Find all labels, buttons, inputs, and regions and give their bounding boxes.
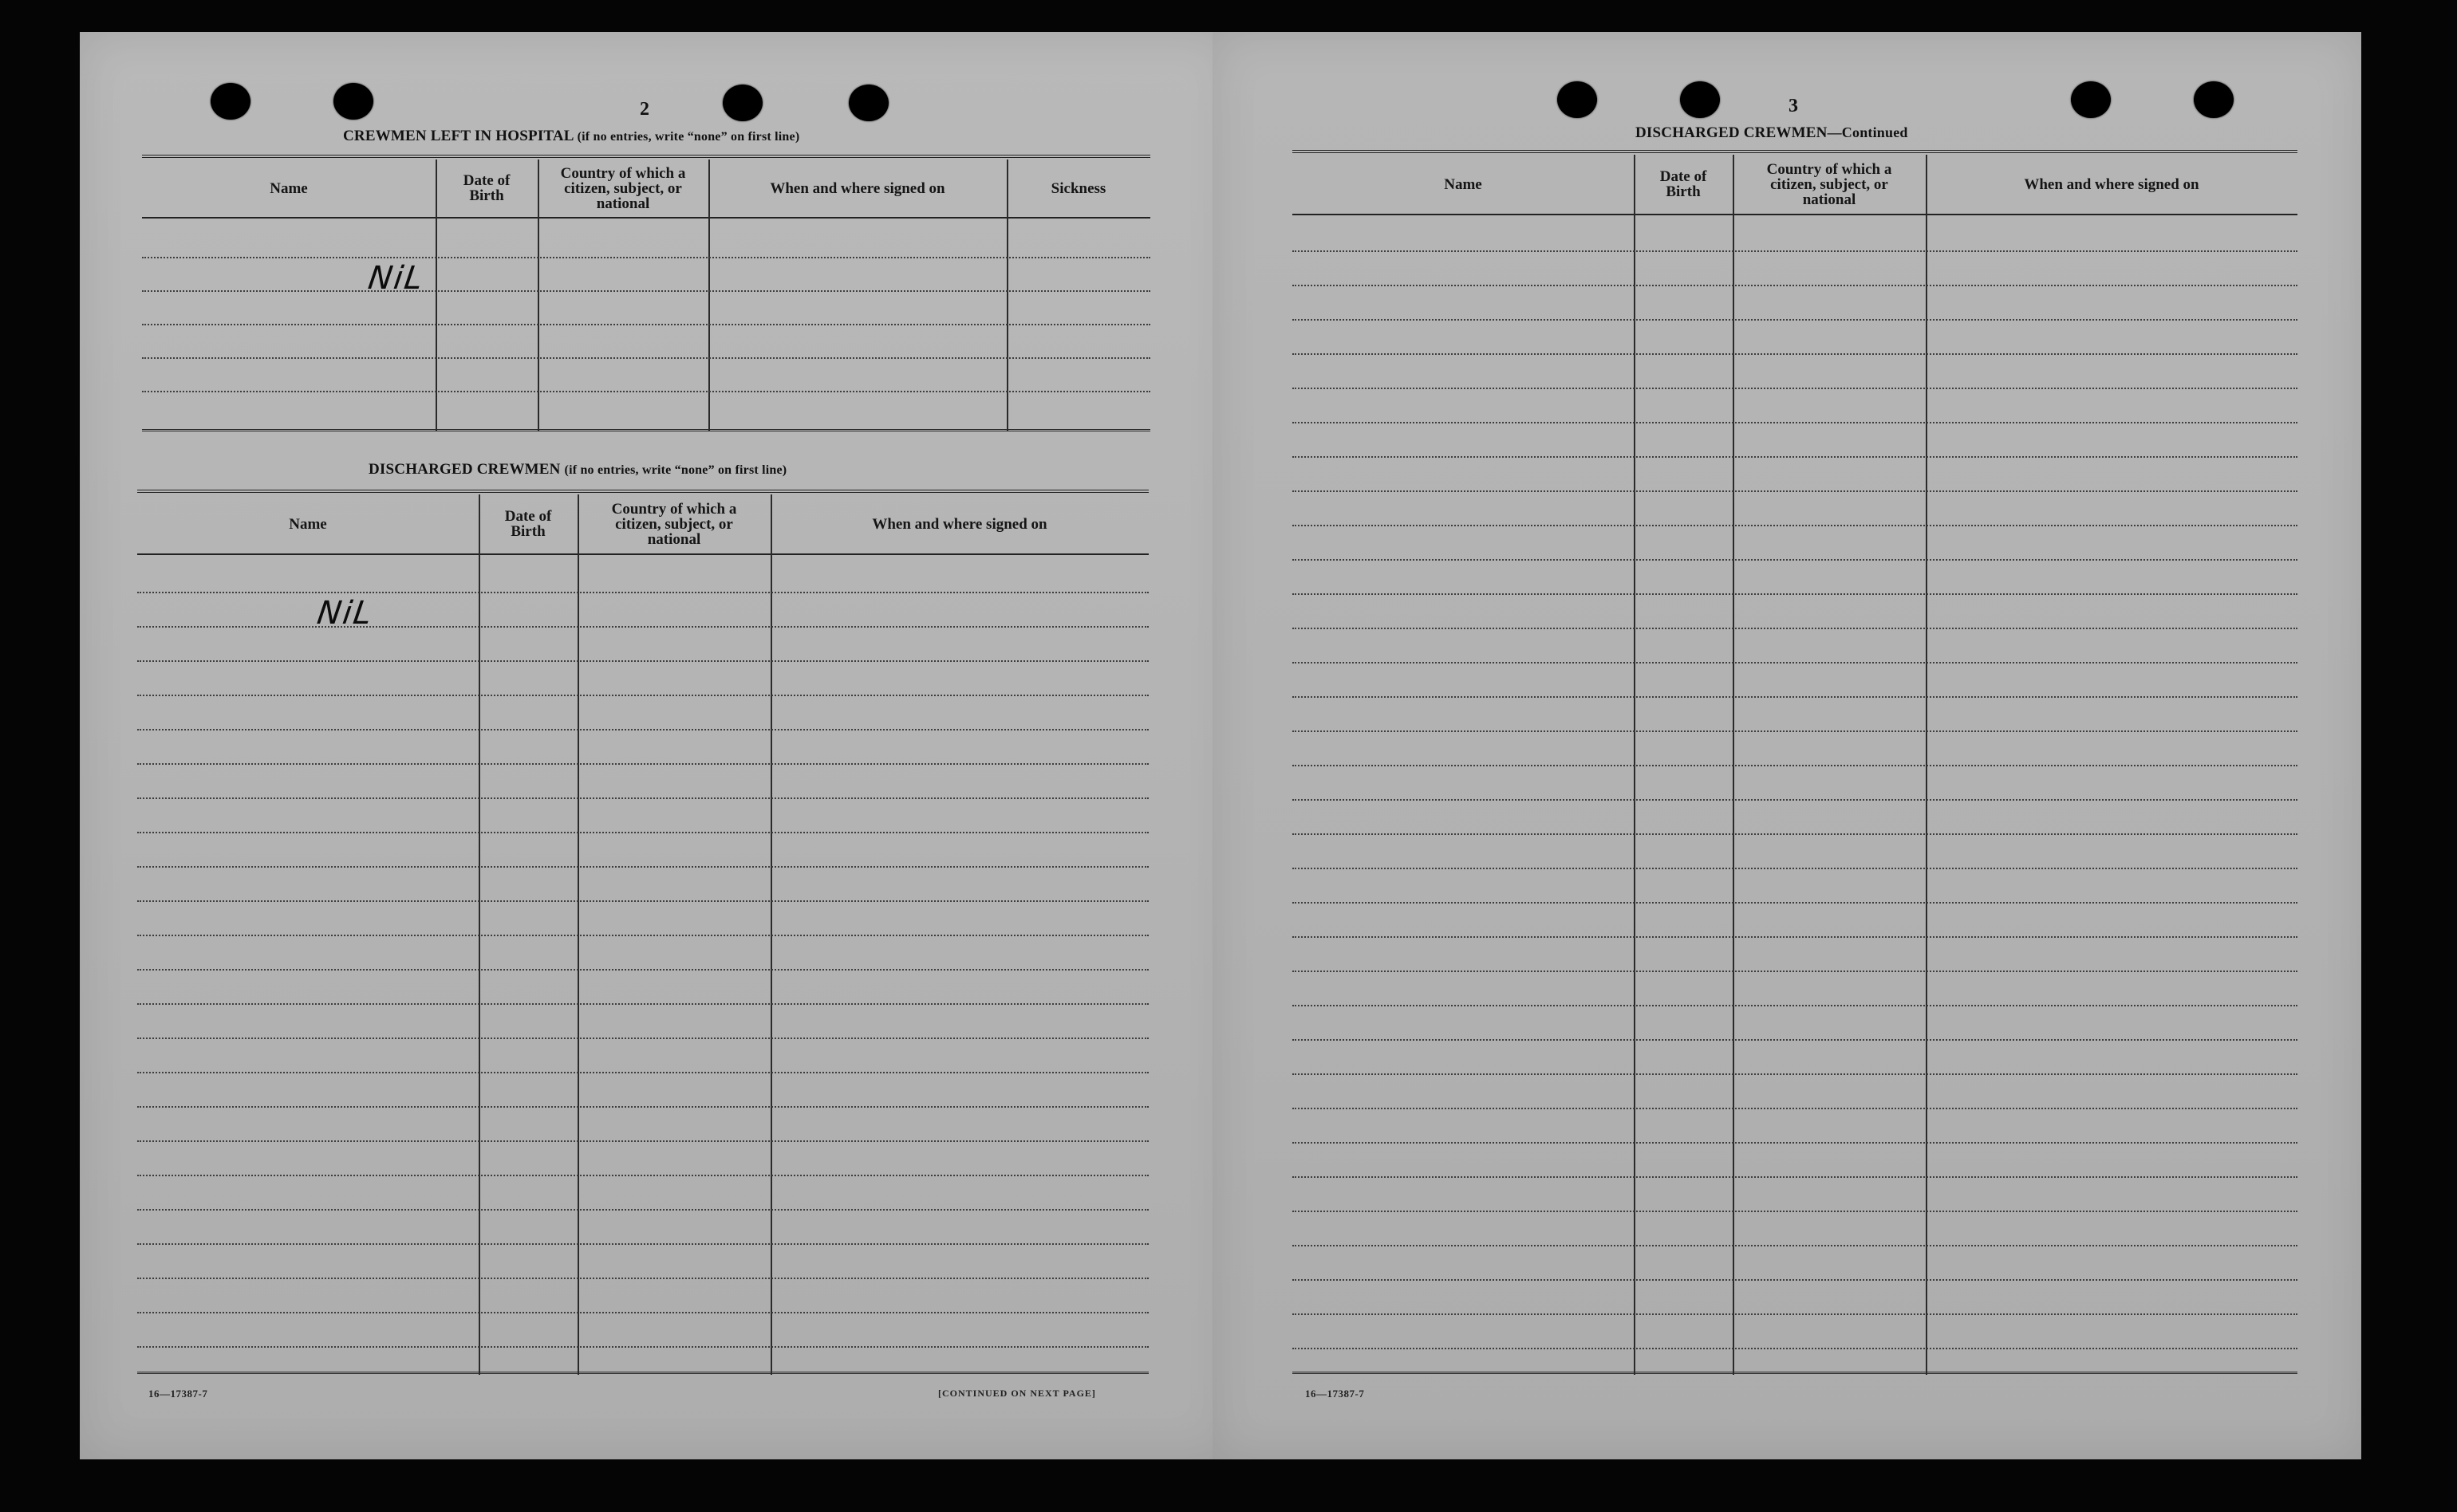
page-number-right: 3	[1789, 96, 1798, 116]
ruling-line	[137, 935, 1149, 936]
ruling-line	[137, 729, 1149, 730]
page-number-left: 2	[640, 99, 649, 120]
ruling-line	[1292, 1073, 2297, 1075]
ruling-line	[137, 1346, 1149, 1348]
column-header-date-of-birth: Date of Birth	[463, 172, 511, 204]
ruling-line	[137, 763, 1149, 765]
ruling-line	[137, 1038, 1149, 1039]
ruling-line	[1292, 902, 2297, 904]
column-header-name: Name	[289, 515, 327, 533]
discharged-continued-title	[1635, 124, 1908, 142]
form-code-right: 16—17387-7	[1305, 1388, 1365, 1400]
ruling-line	[137, 1175, 1149, 1176]
column-header-date-of-birth: Date of Birth	[504, 508, 552, 540]
ruling-line	[1292, 1005, 2297, 1006]
ruling-line	[1292, 662, 2297, 663]
discharged-table-left	[137, 490, 1149, 1378]
ruling-line	[1292, 353, 2297, 355]
ruling-line	[137, 900, 1149, 902]
column-header-date-of-birth: Date of Birth	[1659, 168, 1707, 200]
discharged-continued-title-text: DISCHARGED CREWMEN	[1635, 124, 1828, 141]
hospital-title-text: CREWMEN LEFT IN HOSPITAL	[343, 128, 574, 144]
ruling-line	[1292, 1348, 2297, 1349]
ruling-line	[1292, 799, 2297, 801]
discharged-subtitle-text: (if no entries, write “none” on first line)	[564, 463, 787, 477]
punch-hole	[723, 85, 763, 121]
ruling-line	[137, 1209, 1149, 1211]
discharged-section-title	[369, 461, 787, 478]
hospital-entry-handwriting: NiL	[365, 260, 427, 297]
continued-note: [CONTINUED ON NEXT PAGE]	[938, 1388, 1096, 1399]
ruling-line	[137, 832, 1149, 833]
ruling-line	[137, 1072, 1149, 1073]
column-header-country: Country of which a citizen, subject, or national	[560, 164, 686, 212]
ruling-line	[137, 969, 1149, 971]
punch-hole	[1557, 81, 1597, 118]
ruling-line	[137, 592, 1149, 593]
ruling-line	[137, 797, 1149, 799]
ruling-line	[1292, 868, 2297, 869]
column-header-country: Country of which a citizen, subject, or national	[611, 500, 737, 548]
hospital-section-title	[343, 128, 799, 145]
hospital-table	[142, 155, 1150, 434]
discharged-continued-suffix: —Continued	[1827, 124, 1908, 140]
ruling-line	[1292, 833, 2297, 835]
discharged-entry-handwriting: NiL	[314, 595, 376, 632]
ruling-line	[1292, 936, 2297, 938]
discharged-table-right	[1292, 150, 2297, 1378]
column-header-signed-on: When and where signed on	[770, 179, 945, 197]
punch-hole	[333, 83, 373, 120]
ruling-line	[1292, 1245, 2297, 1246]
ruling-line	[1292, 1313, 2297, 1315]
punch-hole	[849, 85, 889, 121]
ruling-line	[1292, 456, 2297, 458]
ruling-line	[137, 1003, 1149, 1005]
ruling-line	[137, 1140, 1149, 1142]
ruling-line	[1292, 422, 2297, 423]
column-header-signed-on: When and where signed on	[2024, 175, 2199, 193]
ruling-line	[1292, 319, 2297, 321]
ruling-line	[1292, 250, 2297, 252]
ruling-line	[1292, 1039, 2297, 1041]
ruling-line	[1292, 1108, 2297, 1109]
ruling-line	[1292, 730, 2297, 732]
ruling-line	[1292, 628, 2297, 629]
punch-hole	[1680, 81, 1720, 118]
ruling-line	[137, 626, 1149, 628]
ruling-line	[1292, 1211, 2297, 1212]
column-header-country: Country of which a citizen, subject, or national	[1766, 160, 1892, 208]
ruling-line	[137, 1243, 1149, 1245]
ruling-line	[1292, 490, 2297, 492]
ruling-line	[1292, 388, 2297, 389]
ruling-line	[137, 1278, 1149, 1279]
column-header-name: Name	[270, 179, 308, 197]
column-header-name: Name	[1444, 175, 1482, 193]
ruling-line	[137, 695, 1149, 696]
discharged-title-text: DISCHARGED CREWMEN	[369, 461, 561, 478]
ruling-line	[1292, 696, 2297, 698]
punch-hole	[2194, 81, 2234, 118]
ruling-line	[1292, 1142, 2297, 1144]
punch-hole	[211, 83, 250, 120]
ruling-line	[137, 660, 1149, 662]
form-code-left: 16—17387-7	[148, 1388, 208, 1400]
ruling-line	[137, 1106, 1149, 1108]
ruling-line	[1292, 559, 2297, 561]
ruling-line	[137, 1312, 1149, 1313]
ruling-line	[1292, 525, 2297, 526]
punch-hole	[2071, 81, 2111, 118]
hospital-subtitle-text: (if no entries, write “none” on first line)	[577, 130, 800, 144]
ruling-line	[1292, 285, 2297, 286]
ruling-line	[1292, 593, 2297, 595]
ruling-line	[1292, 765, 2297, 766]
column-header-signed-on: When and where signed on	[872, 515, 1047, 533]
ruling-line	[1292, 1176, 2297, 1178]
ruling-line	[1292, 971, 2297, 972]
ruling-line	[1292, 1279, 2297, 1281]
ruling-line	[137, 866, 1149, 868]
column-header-sickness: Sickness	[1051, 179, 1106, 197]
